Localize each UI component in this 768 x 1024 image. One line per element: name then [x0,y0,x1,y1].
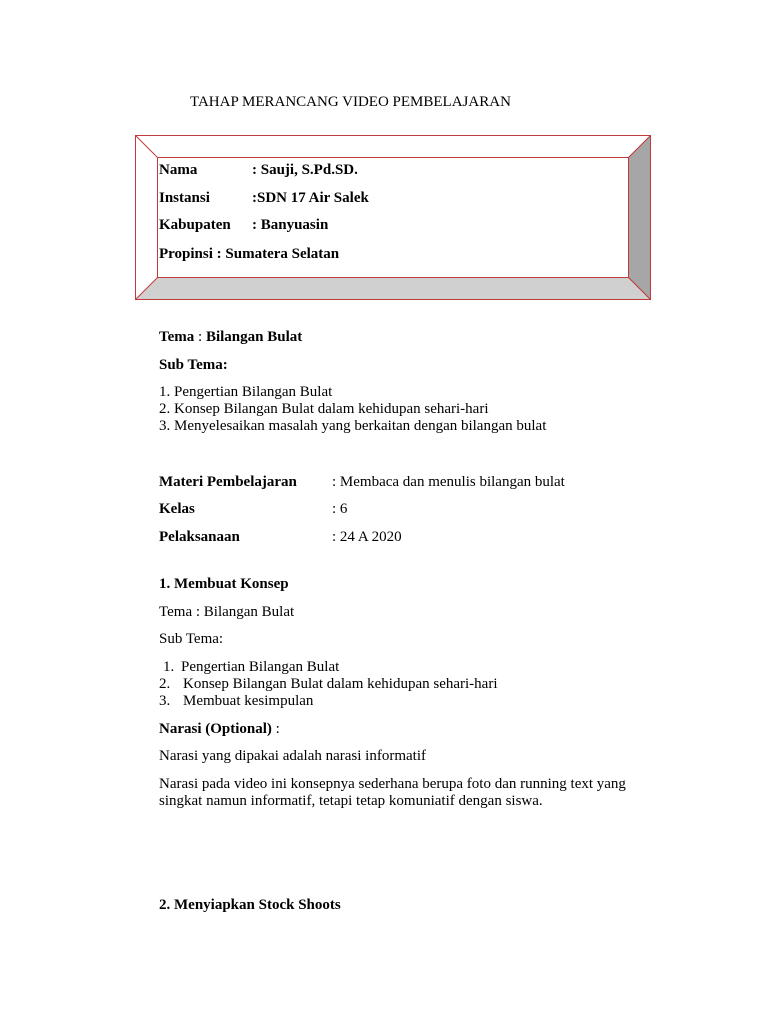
kelas-label: Kelas [159,501,195,517]
section2-heading: 2. Menyiapkan Stock Shoots [159,897,341,913]
tema-line [159,329,302,346]
section1-list-num: 3. [159,693,171,709]
subtema-item: 2. Konsep Bilangan Bulat dalam kehidupan sehari-hari [159,401,489,417]
section1-heading: 1. Membuat Konsep [159,576,289,592]
materi-label: Materi Pembelajaran [159,474,297,490]
kabupaten-value: : Banyuasin [252,217,329,233]
tema-value: Bilangan Bulat [205,329,303,345]
section1-list-text: Konsep Bilangan Bulat dalam kehidupan sehari-hari [183,676,498,692]
narasi-paragraph-2-line-1: Narasi pada video ini konsepnya sederhana berupa foto dan running text yang [159,776,626,792]
pelaksanaan-label: Pelaksanaan [159,529,240,545]
materi-value: : Membaca dan menulis bilangan bulat [332,474,565,490]
nama-value: : Sauji, S.Pd.SD. [252,162,358,178]
tema-label: Tema [159,329,195,345]
narasi-line [159,721,280,738]
section1-tema: Tema : Bilangan Bulat [159,604,295,620]
narasi-label: Narasi (Optional) [159,721,272,737]
tema-sep: : [194,329,206,345]
kabupaten-label: Kabupaten [159,217,231,233]
section1-list-num: 2. [159,676,171,692]
propinsi-line: Propinsi : Sumatera Selatan [159,246,340,262]
section1-list-text: Pengertian Bilangan Bulat [181,659,340,675]
kelas-value: : 6 [332,501,348,517]
nama-label: Nama [159,162,198,178]
narasi-paragraph-2-line-2: singkat namun informatif, tetapi tetap komuniatif dengan siswa. [159,793,543,809]
section1-list-text: Membuat kesimpulan [183,693,314,709]
instansi-label: Instansi [159,190,210,206]
subtema-item: 3. Menyelesaikan masalah yang berkaitan dengan bilangan bulat [159,418,547,434]
pelaksanaan-value: : 24 A 2020 [332,529,402,545]
narasi-sep: : [271,721,280,737]
page-title: TAHAP MERANCANG VIDEO PEMBELAJARAN [190,94,511,110]
narasi-paragraph-1: Narasi yang dipakai adalah narasi informatif [159,748,426,764]
section1-list-num: 1. [163,659,175,675]
subtema-heading: Sub Tema: [159,357,228,373]
subtema-item: 1. Pengertian Bilangan Bulat [159,384,333,400]
instansi-value: :SDN 17 Air Salek [252,190,369,206]
section1-subtema: Sub Tema: [159,631,224,647]
